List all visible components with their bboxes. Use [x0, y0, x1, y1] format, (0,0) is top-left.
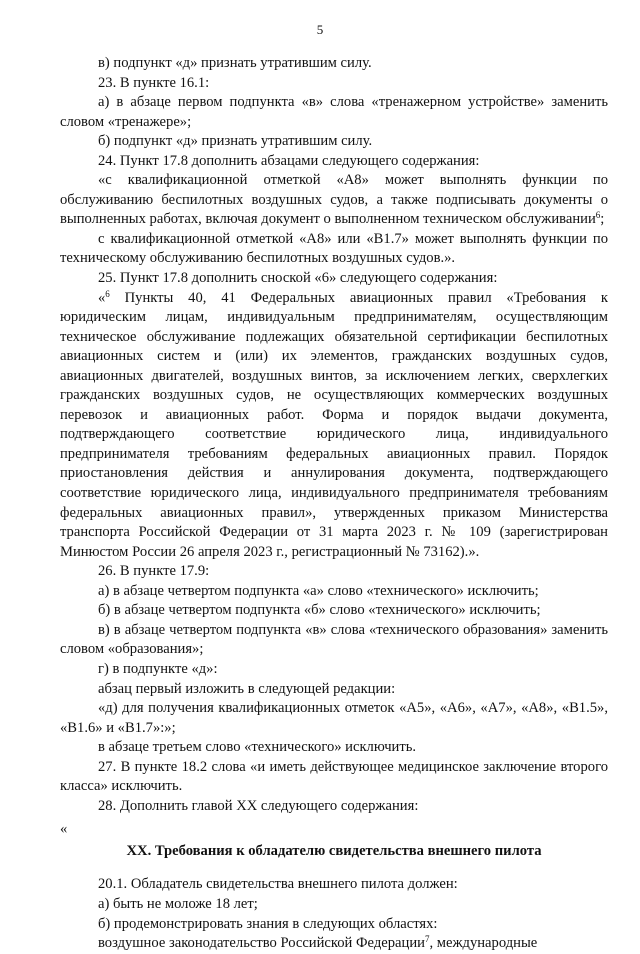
- paragraph: 20.1. Обладатель свидетельства внешнего пилота должен:: [98, 876, 458, 893]
- chapter-heading: XX. Требования к обладателю свидетельства внешнего пилота: [126, 842, 542, 859]
- paragraph: 25. Пункт 17.8 дополнить сноской «6» следующего содержания:: [98, 270, 498, 287]
- document-body: [60, 54, 608, 954]
- paragraph: абзац первый изложить в следующей редакции:: [98, 680, 396, 697]
- paragraph: б) в абзаце четвертом подпункта «б» слово «технического» исключить;: [98, 602, 541, 619]
- paragraph: а) в абзаце первом подпункта «в» слова «тренажерном устройстве» заменить словом «тренажере»;: [60, 94, 608, 130]
- paragraph: б) подпункт «д» признать утратившим силу.: [98, 133, 373, 150]
- paragraph: в) подпункт «д» признать утратившим силу.: [98, 55, 372, 71]
- paragraph: 24. Пункт 17.8 дополнить абзацами следующего содержания:: [98, 152, 480, 169]
- paragraph: а) в абзаце четвертом подпункта «а» слово «технического» исключить;: [98, 582, 539, 599]
- paragraph: г) в подпункте «д»:: [98, 660, 218, 677]
- paragraph-text: воздушное законодательство Российской Федерации: [98, 935, 425, 952]
- paragraph: 28. Дополнить главой XX следующего содержания:: [98, 797, 419, 814]
- footnote-paragraph: [60, 289, 608, 563]
- paragraph: а) быть не моложе 18 лет;: [98, 895, 258, 912]
- paragraph: [60, 934, 608, 954]
- page-number: 5: [316, 22, 324, 37]
- paragraph: в) в абзаце четвертом подпункта «в» слова «технического образования» заменить словом «образования»;: [60, 621, 608, 658]
- paragraph: в абзаце третьем слово «технического» исключить.: [98, 739, 417, 756]
- paragraph: б) продемонстрировать знания в следующих областях:: [98, 915, 438, 932]
- paragraph: 26. В пункте 17.9:: [98, 563, 210, 580]
- paragraph: 23. В пункте 16.1:: [98, 74, 210, 91]
- paragraph: «д) для получения квалификационных отметок «А5», «А6», «А7», «А8», «В1.5», «В1.6» и «В1.7»:»;: [60, 700, 608, 736]
- quote-open: «: [98, 289, 106, 306]
- paragraph: [60, 171, 608, 230]
- paragraph-text: «с квалификационной отметкой «А8» может выполнять функции по обслуживанию беспилотных воздушных судов, а также подписывать документы о выполненных работах, включая документ о выполненном техническом обслуживании: [60, 172, 608, 228]
- paragraph-tail: , международные: [429, 935, 538, 952]
- quote-open-mark: «: [60, 821, 68, 838]
- paragraph: с квалификационной отметкой «А8» или «В1.7» может выполнять функции по техническому обслуживанию беспилотных воздушных судов.».: [60, 230, 608, 267]
- paragraph-tail: ;: [600, 211, 605, 228]
- footnote-ref: 7: [424, 934, 430, 945]
- footnote-ref: 6: [105, 288, 110, 299]
- paragraph-tail: Пункты 40, 41 Федеральных авиационных правил «Требования к юридическим лицам, индивидуальным предпринимателям, осуществляющим техническое обслуживание подлежащих обязательной сертификации беспилотных авиационных систем и (или) их элементов, гражданских воздушных судов, авиационных двигателей, воздушных винтов, за исключением легких, сверхлегких гражданских воздушных судов, не осуществляющих коммерческих воздушных перевозок и авиационных работ. Форма и порядок выдачи документа, подтверждающего соответствие юридического лица, индивидуального предпринимателя требованиям федеральных авиационных правил. Порядок приостановления действия и аннулирования документа, подтверждающего соответствие юридического лица, индивидуального предпринимателя требованиям федеральных авиационных правил», утвержденных приказом Министерства транспорта Российской Федерации от 31 марта 2023 г. № 109 (зарегистрирован Минюстом России 26 апреля 2023 г., регистрационный № 73162).».: [60, 289, 608, 560]
- footnote-ref: 6: [595, 210, 601, 221]
- paragraph: 27. В пункте 18.2 слова «и иметь действующее медицинское заключение второго класса» исключить.: [60, 758, 608, 795]
